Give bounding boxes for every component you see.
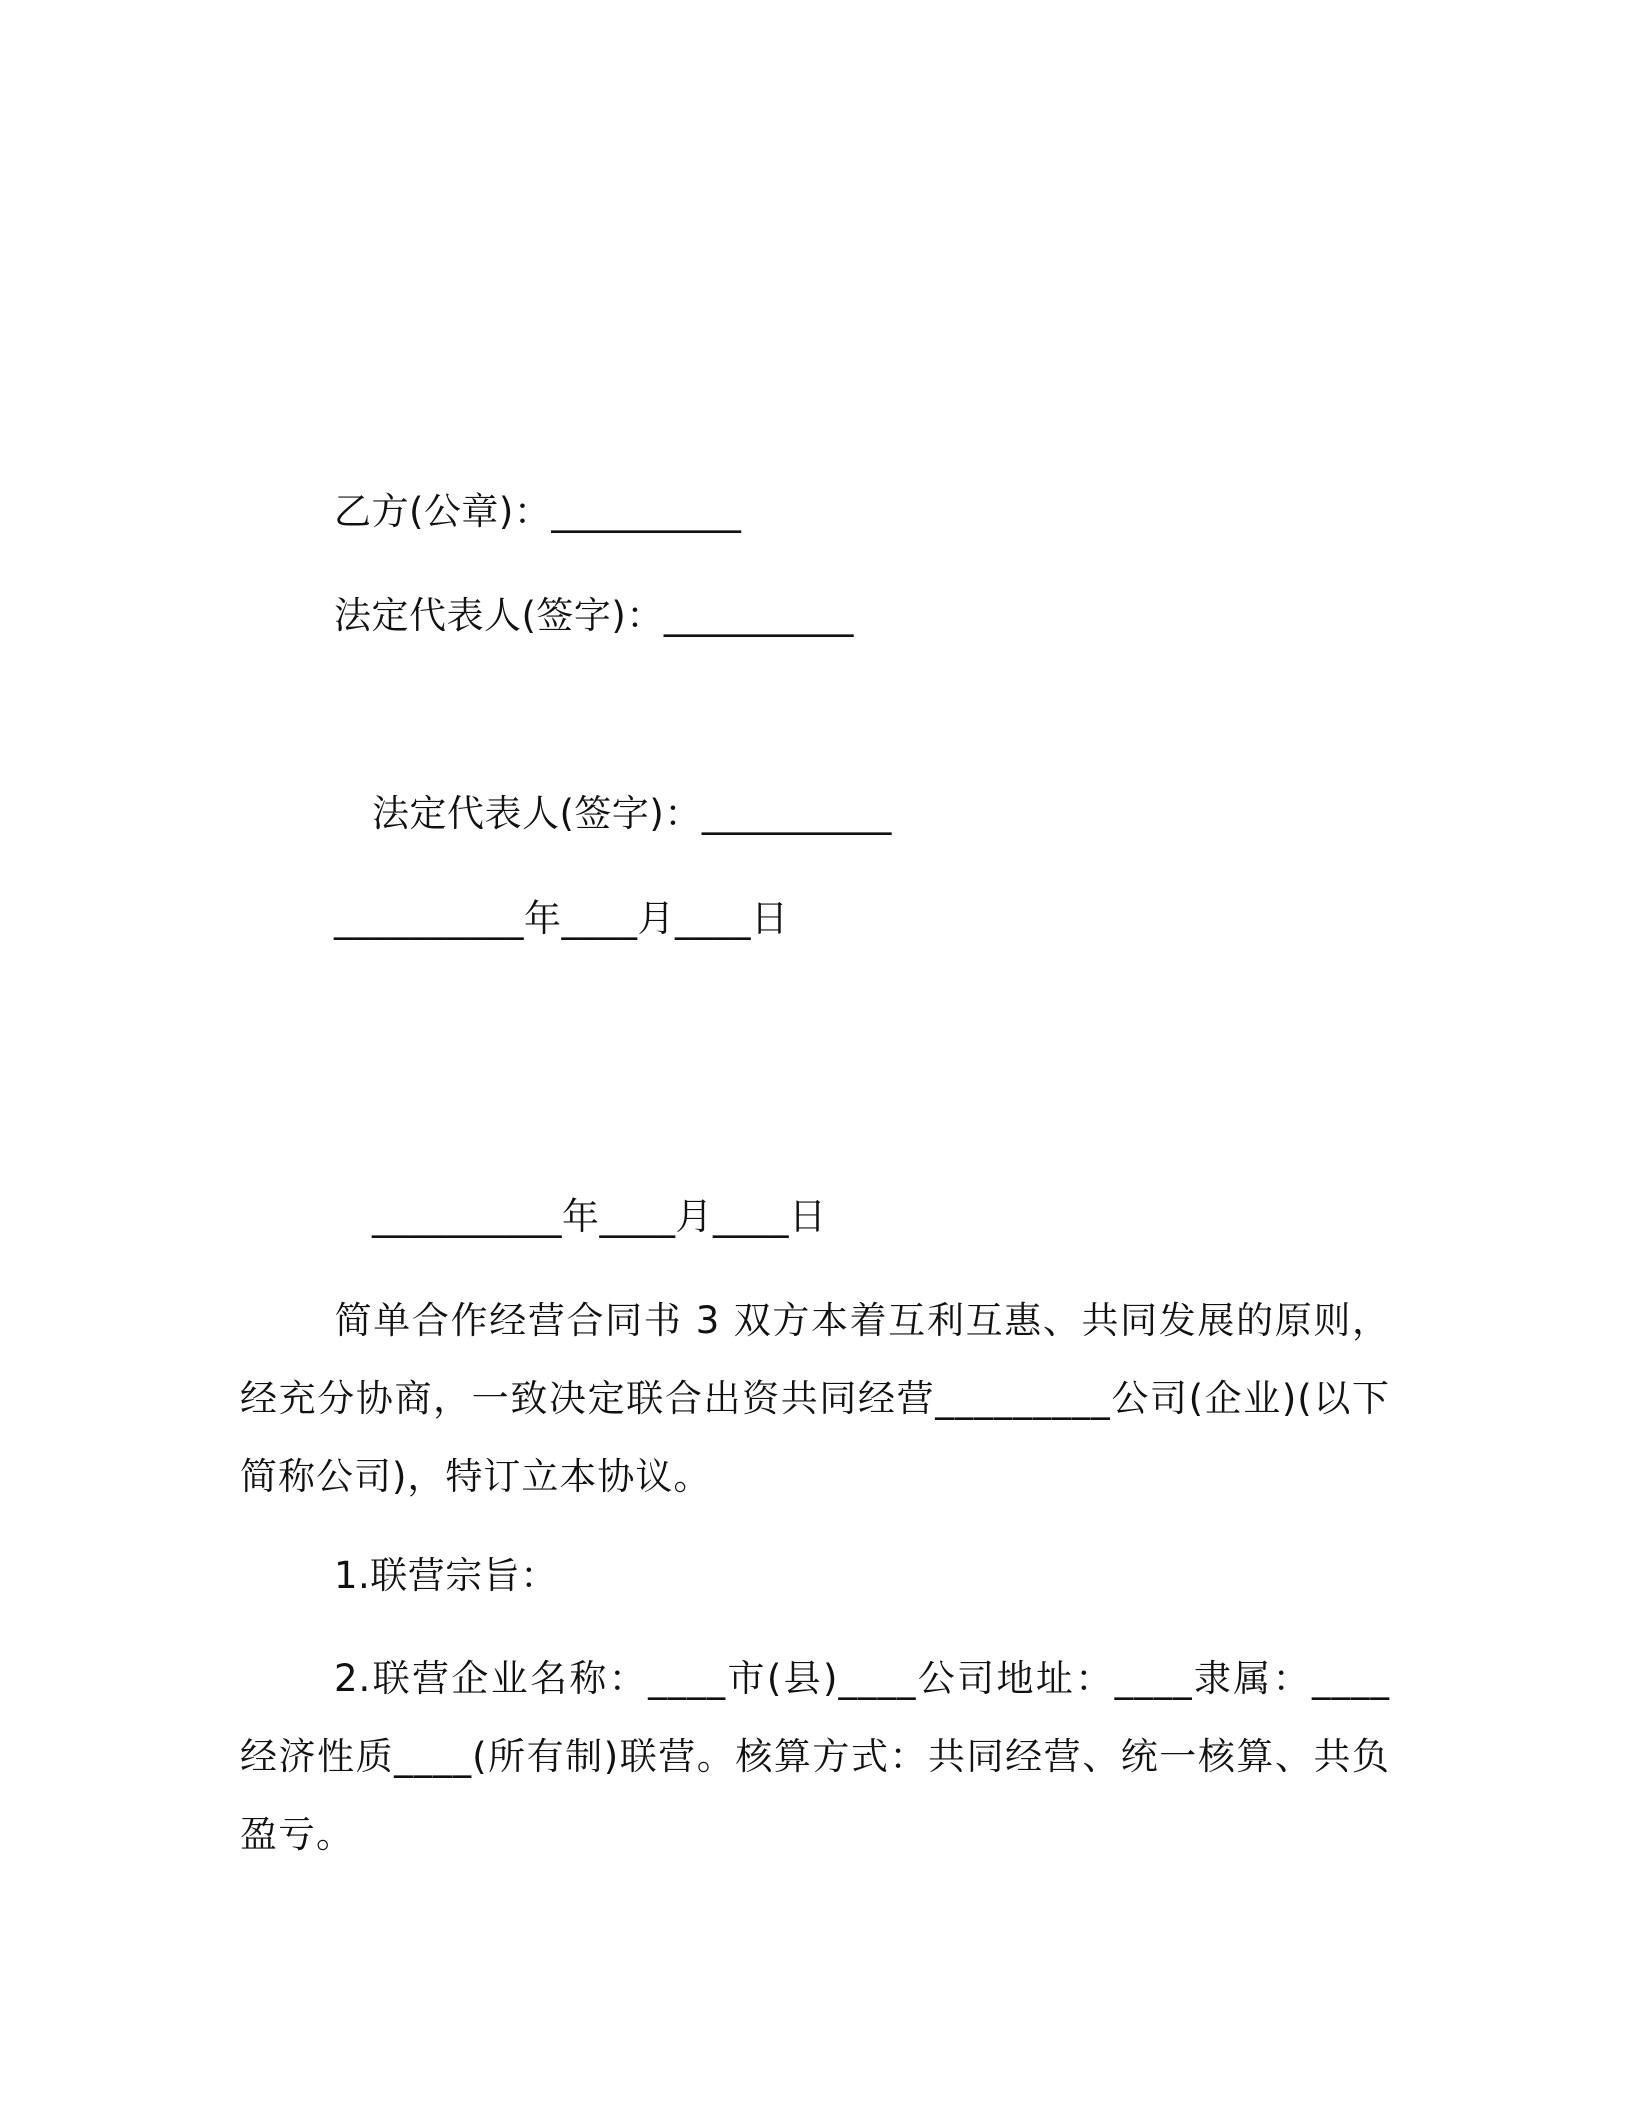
intro-paragraph (240, 1282, 1390, 1516)
legal-representative-line-2: 法定代表人(签字)：__________ (372, 792, 892, 835)
clause-2-text: 2.联营企业名称：____市(县)____公司地址：____隶属：____经济性质____(所有制)联营。核算方式：共同经营、统一核算、共负盈亏。 (240, 1657, 1390, 1856)
date-line-2: __________年____月____日 (372, 1195, 827, 1238)
date-line-1: __________年____月____日 (334, 897, 789, 940)
legal-representative-line-1: 法定代表人(签字)：__________ (334, 594, 854, 637)
clause-2-paragraph (240, 1640, 1390, 1874)
party-b-seal-line: 乙方(公章)：__________ (334, 490, 742, 533)
clause-1: 1.联营宗旨： (334, 1554, 558, 1597)
intro-text: 简单合作经营合同书 3 双方本着互利互惠、共同发展的原则，经充分协商，一致决定联合出资共同经营_________公司(企业)(以下简称公司)，特订立本协议。 (240, 1299, 1390, 1498)
